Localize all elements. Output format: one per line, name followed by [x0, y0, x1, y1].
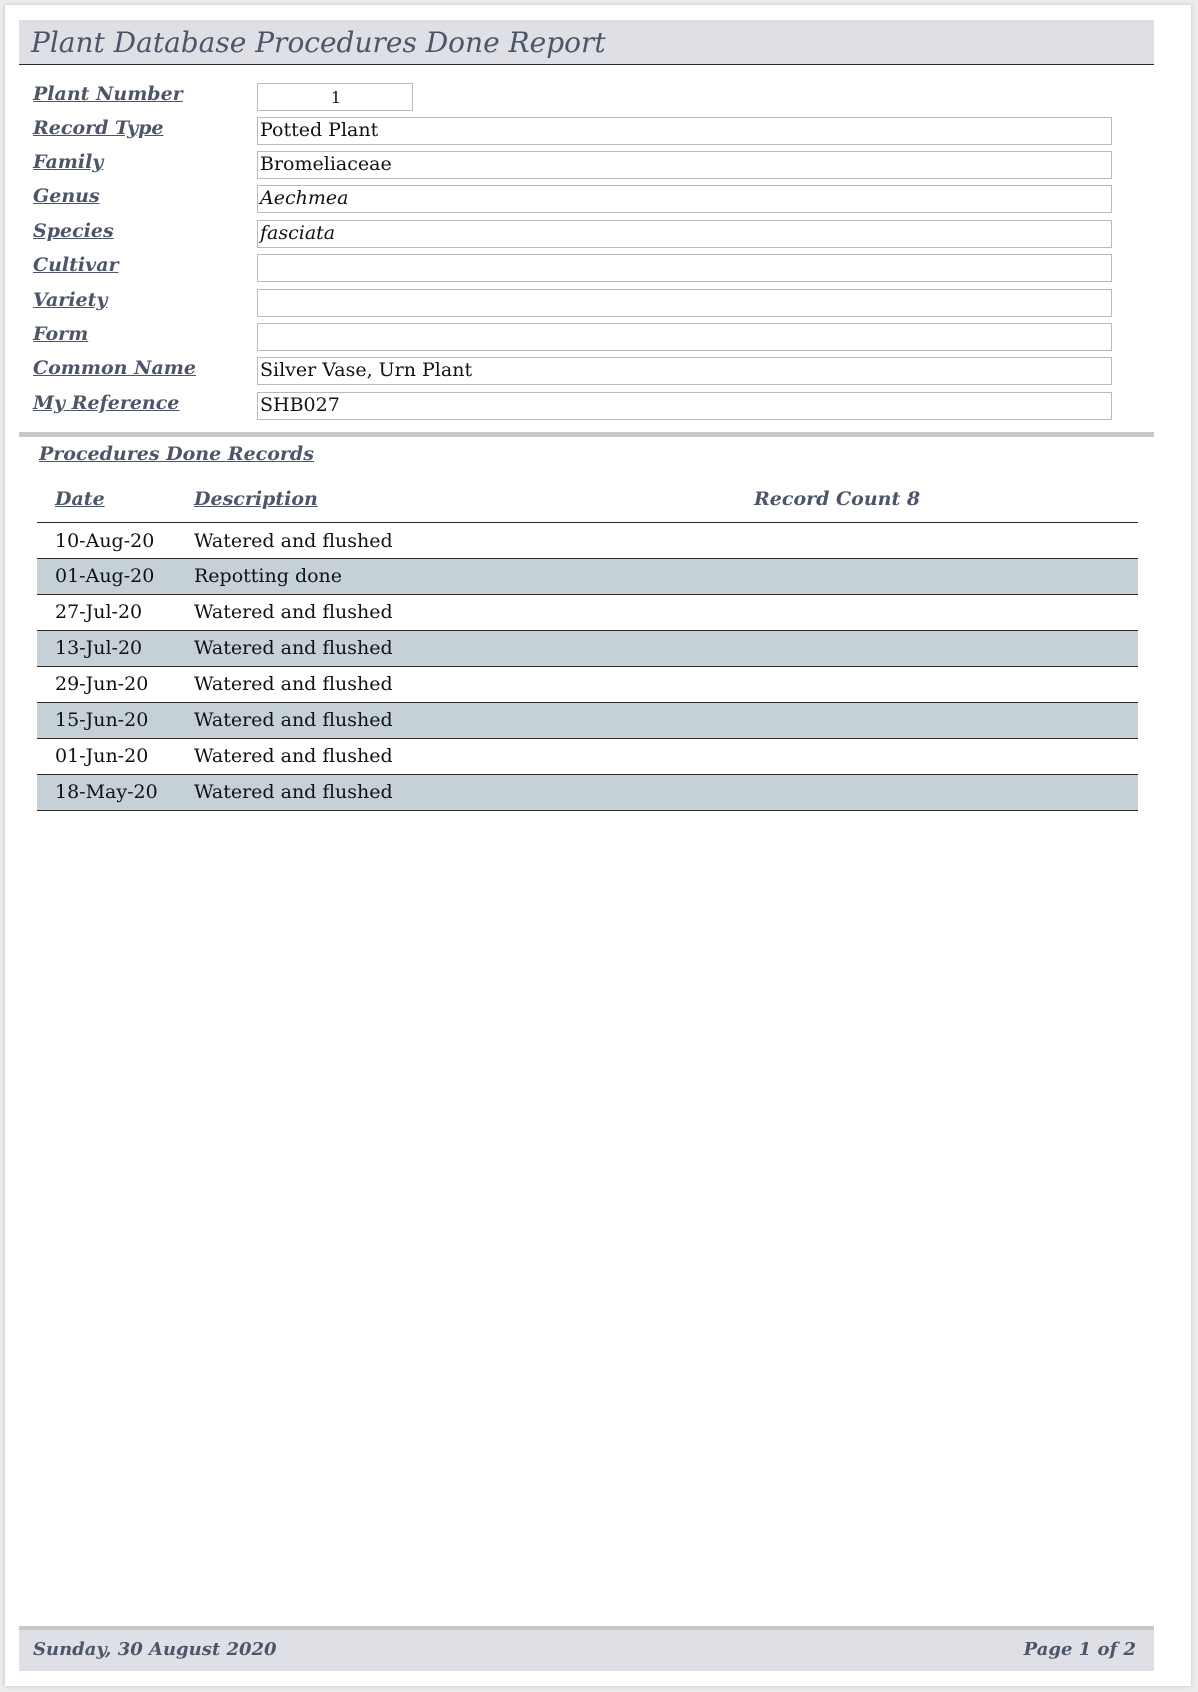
table-row: [37, 739, 1138, 775]
report-header: [19, 20, 1154, 65]
row-date: 01-Aug-20: [55, 565, 155, 587]
procedures-section-title: Procedures Done Records: [39, 443, 314, 465]
row-date: 15-Jun-20: [55, 709, 149, 731]
table-row: [37, 524, 1138, 559]
section-divider: [19, 432, 1154, 437]
date-column-header: Date: [55, 488, 105, 510]
form-field: [257, 323, 1112, 351]
row-date: 29-Jun-20: [55, 673, 149, 695]
genus-field: Aechmea: [257, 185, 1112, 213]
record-count: Record Count 8: [754, 488, 921, 510]
report-page: [5, 5, 1191, 1686]
description-column-header: Description: [194, 488, 318, 510]
variety-field: [257, 289, 1112, 317]
row-description: Watered and flushed: [194, 673, 393, 695]
table-row: [37, 559, 1138, 595]
species-label: Species: [33, 220, 114, 242]
my-reference-label: My Reference: [33, 392, 180, 414]
cultivar-label: Cultivar: [33, 254, 119, 276]
row-description: Repotting done: [194, 565, 343, 587]
table-row: [37, 703, 1138, 739]
common-name-field: Silver Vase, Urn Plant: [257, 357, 1112, 385]
row-description: Watered and flushed: [194, 530, 393, 552]
report-footer: [19, 1626, 1154, 1671]
cultivar-field: [257, 254, 1112, 282]
row-description: Watered and flushed: [194, 601, 393, 623]
species-field: fasciata: [257, 220, 1112, 248]
plant-number-field: 1: [257, 83, 413, 111]
row-description: Watered and flushed: [194, 745, 393, 767]
row-date: 01-Jun-20: [55, 745, 149, 767]
my-reference-field: SHB027: [257, 392, 1112, 420]
table-row: [37, 775, 1138, 811]
header-rule: [37, 522, 1138, 523]
record-type-label: Record Type: [33, 117, 164, 139]
row-description: Watered and flushed: [194, 781, 393, 803]
row-description: Watered and flushed: [194, 709, 393, 731]
common-name-label: Common Name: [33, 357, 196, 379]
family-label: Family: [33, 151, 104, 173]
procedures-table: [37, 524, 1138, 811]
table-row: [37, 631, 1138, 667]
row-date: 13-Jul-20: [55, 637, 143, 659]
row-date: 10-Aug-20: [55, 530, 155, 552]
report-title: Plant Database Procedures Done Report: [31, 26, 606, 59]
footer-page-number: Page 1 of 2: [1023, 1639, 1136, 1660]
record-type-field: Potted Plant: [257, 117, 1112, 145]
footer-date: Sunday, 30 August 2020: [33, 1639, 277, 1660]
form-label: Form: [33, 323, 89, 345]
family-field: Bromeliaceae: [257, 151, 1112, 179]
table-row: [37, 667, 1138, 703]
variety-label: Variety: [33, 289, 108, 311]
table-row: [37, 595, 1138, 631]
row-date: 18-May-20: [55, 781, 158, 803]
genus-label: Genus: [33, 185, 100, 207]
row-description: Watered and flushed: [194, 637, 393, 659]
row-date: 27-Jul-20: [55, 601, 143, 623]
plant-number-label: Plant Number: [33, 83, 183, 105]
